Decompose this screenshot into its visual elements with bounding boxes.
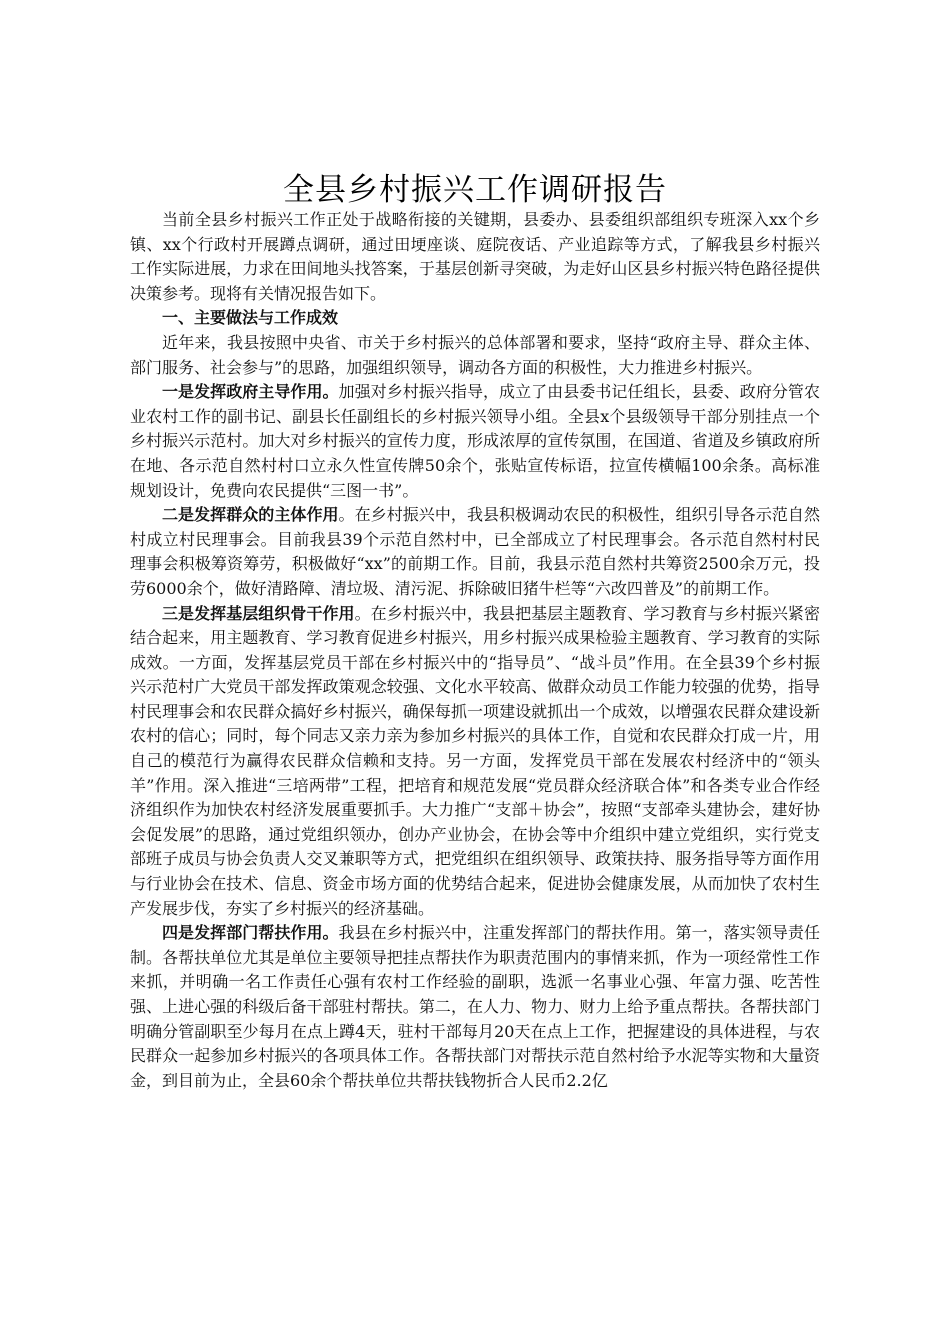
- point-2-paragraph: [130, 503, 820, 601]
- point-3-paragraph: [130, 602, 820, 922]
- point-1-paragraph: [130, 380, 820, 503]
- point-3-lead: 三是发挥基层组织骨干作用: [162, 603, 355, 623]
- point-1-text: 加强对乡村振兴指导，成立了由县委书记任组长，县委、政府分管农业农村工作的副书记、副县长任副组长的乡村振兴领导小组。全县x个县级领导干部分别挂点一个乡村振兴示范村。加大对乡村振兴的宣传力度，形成浓厚的宣传氛围，在国道、省道及乡镇政府所在地、各示范自然村村口立永久性宣传牌50余个，张贴宣传标语，拉宣传横幅100余条。高标准规划设计，免费向农民提供“三图一书”。: [130, 382, 820, 500]
- point-4-text: 我县在乡村振兴中，注重发挥部门的帮扶作用。第一，落实领导责任制。各帮扶单位尤其是单位主要领导把挂点帮扶作为职责范围内的事情来抓，作为一项经常性工作来抓，并明确一名工作责任心强有农村工作经验的副职，选派一名事业心强、年富力强、吃苦性强、上进心强的科级后备干部驻村帮扶。第二，在人力、物力、财力上给予重点帮扶。各帮扶部门明确分管副职至少每月在点上蹲4天，驻村干部每月20天在点上工作，把握建设的具体进程，与农民群众一起参加乡村振兴的各项具体工作。各帮扶部门对帮扶示范自然村给予水泥等实物和大量资金，到目前为止，全县60余个帮扶单位共帮扶钱物折合人民币2.2亿: [130, 923, 820, 1090]
- document-title: 全县乡村振兴工作调研报告: [283, 172, 667, 208]
- section-heading: 一、主要做法与工作成效: [162, 308, 339, 328]
- intro-paragraph: 当前全县乡村振兴工作正处于战略衔接的关键期，县委办、县委组织部组织专班深入xx个乡镇、xx个行政村开展蹲点调研，通过田埂座谈、庭院夜话、产业追踪等方式，了解我县乡村振兴工作实际进展，力求在田间地头找答案，于基层创新寻突破，为走好山区县乡村振兴特色路径提供决策参考。现将有关情况报告如下。: [130, 210, 820, 303]
- point-1-lead: 一是发挥政府主导作用。: [162, 382, 339, 402]
- point-4-paragraph: [130, 921, 820, 1093]
- document-body: [130, 208, 820, 1093]
- point-2-lead: 二是发挥群众的主体作用: [162, 505, 339, 525]
- section-intro-paragraph: 近年来，我县按照中央省、市关于乡村振兴的总体部署和要求，坚持“政府主导、群众主体、部门服务、社会参与”的思路，加强组织领导，调动各方面的积极性，大力推进乡村振兴。: [130, 332, 820, 377]
- point-4-lead: 四是发挥部门帮扶作用。: [162, 923, 339, 943]
- point-3-text: 。在乡村振兴中，我县把基层主题教育、学习教育与乡村振兴紧密结合起来，用主题教育、学习教育促进乡村振兴，用乡村振兴成果检验主题教育、学习教育的实际成效。一方面，发挥基层党员干部在乡村振兴中的“指导员”、“战斗员”作用。在全县39个乡村振兴示范村广大党员干部发挥政策观念较强、文化水平较高、做群众动员工作能力较强的优势，指导村民理事会和农民群众搞好乡村振兴，确保每抓一项建设就抓出一个成效，以增强农民群众建设新农村的信心；同时，每个同志又亲力亲为参加乡村振兴的具体工作，自觉和农民群众打成一片，用自己的模范行为赢得农民群众信赖和支持。另一方面，发挥党员干部在发展农村经济中的“领头羊”作用。深入推进“三培两带”工程，把培育和规范发展“党员群众经济联合体”和各类专业合作经济组织作为加快农村经济发展重要抓手。大力推广“支部＋协会”，按照“支部牵头建协会，建好协会促发展”的思路，通过党组织领办，创办产业协会，在协会等中介组织中建立党组织，实行党支部班子成员与协会负责人交叉兼职等方式，把党组织在组织领导、政策扶持、服务指导等方面作用与行业协会在技术、信息、资金市场方面的优势结合起来，促进协会健康发展，从而加快了农村生产发展步伐，夯实了乡村振兴的经济基础。: [130, 603, 820, 918]
- point-2-text: 。在乡村振兴中，我县积极调动农民的积极性，组织引导各示范自然村成立村民理事会。目前我县39个示范自然村中，已全部成立了村民理事会。各示范自然村村民理事会积极筹资筹劳，积极做好“xx”的前期工作。目前，我县示范自然村共筹资2500余万元，投劳6000余个，做好清路障、清垃圾、清污泥、拆除破旧猪牛栏等“六改四普及”的前期工作。: [130, 505, 820, 598]
